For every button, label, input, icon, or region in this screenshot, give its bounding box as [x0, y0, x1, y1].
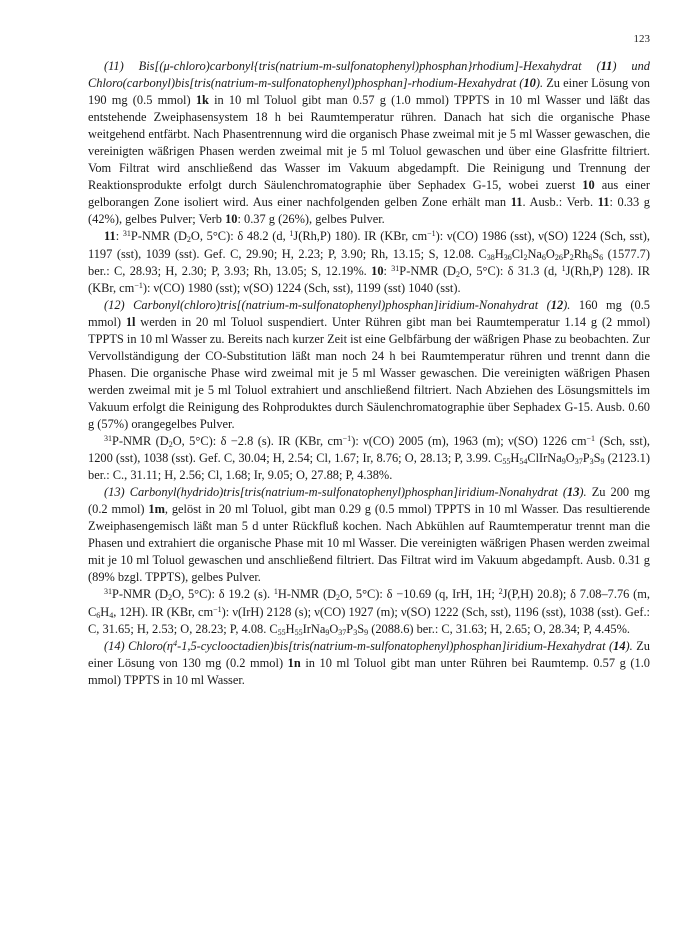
paragraph-13: (13) Carbonyl(hydrido)tris[tris(natrium-m-sulfonatophenyl)phosphan]iridium-Nonahydrat (13). Zu 200 mg (0.2 mmol) 1m, gelöst in 20 ml Toluol, gibt man 0.29 g (0.5 mmol) TPPTS in 10 ml Wasser. Das resultierende Zweiphasengemisch läßt man 5 d unter Rückfluß kochen. Nach Abkühlen auf Raumtemperatur trennt man die Phasen und extrahiert die organische Phase mit 10 ml Wasser. Die vereinigten wäßrigen Phasen werden zweimal mit je 10 ml Toluol gewaschen und anschließend filtriert. Das Filtrat wird im Vakuum abgedampft. Ausb. 0.31 g (89% bzgl. TPPTS), gelbes Pulver. [88, 485, 650, 585]
page-number: 123 [633, 33, 650, 45]
paragraph-12-data: $^{31}$P-NMR ($D_2O$, 5°C): δ −2.8 (s). IR (KBr, $cm^{-1}$): ν(CO) 2005 (m), 1963 (m); ν(SO) 1226 $cm^{-1}$ (Sch, sst), 1200 (sst), 1038 (sst). Gef. C, 30.04; H, 2.54; Cl, 1.67; Ir, 8.76; O, 28.13; P, 3.99. $C_{55}H_{54}ClIrNa_9O_{37}P_3S_9$ (2123.1) ber.: C., 31.11; H, 2.56; Cl, 1.68; Ir, 9.05; O, 27.88; P, 4.38%. [88, 434, 650, 483]
paragraph-12: (12) Carbonyl(chloro)tris[(natrium-m-sulfonatophenyl)phosphan]iridium-Nonahydrat (12). 160 mg (0.5 mmol) 1l werden in 20 ml Toluol suspendiert. Unter Rühren gibt man bei Raumtemperatur 1.14 g (2 mmol) TPPTS in 10 ml Wasser zu. Bereits nach kurzer Zeit ist eine Gelbfärbung der wäßrigen Phase zu beobachten. Zur Vervollständigung der CO-Substitution läßt man noch 24 h bei Raumtemperatur rühren und trennt dann die Phasen. Die organische Phase wird zweimal mit je 5 ml Wasser gewaschen. Die vereinigten wäßrigen Phasen werden zweimal mit je 5 ml Toluol extrahiert und anschließend filtriert. Nach Abziehen des Lösungsmittels im Vakuum erfolgt die Reinigung des Rohproduktes durch Säulenchromatographie über Sephadex G-15. Ausb. 0.60 g (57%) orangegelbes Pulver. [88, 297, 650, 431]
paragraph-14: (14) $Chloro(\eta^4-1,5-cyclooctadien)bis[tris(natrium-m-sulfonatophenyl)phosphan]iridium$-Hexahydrat (14). Zu einer Lösung von 130 mg (0.2 mmol) 1n in 10 ml Toluol gibt man unter Rühren bei Raumtemp. 0.57 g (1.0 mmol) TPPTS in 10 ml Wasser. [88, 638, 650, 687]
paragraph-11-heading: (11) Bis[(μ-chloro)carbonyl{tris(natrium-m-sulfonatophenyl)phosphan}rhodium]-Hexahydrat (11) und Chloro(carbonyl)bis[tris(natrium-m-sulfonatophenyl)phosphan]-rhodium-Hexahydrat (10). [88, 59, 651, 91]
paragraph-11: (11) Bis[(μ-chloro)carbonyl{tris(natrium-m-sulfonatophenyl)phosphan}rhodium]-Hexahydrat (11) und Chloro(carbonyl)bis[tris(natrium-m-sulfonatophenyl)phosphan]-rhodium-Hexahydrat (10). Zu einer Lösung von 190 mg (0.5 mmol) 1k in 10 ml Toluol gibt man 0.57 g (1.0 mmol) TPPTS in 10 ml Wasser und läßt das entstehende Zweiphasensystem 18 h bei Raumtemperatur rühren. Danach hat sich die organische Phase weitgehend entfärbt. Nach Phasentrennung wird die organisch Phase zweimal mit je 5 ml Wasser gewaschen, die vereinigten wäßrigen Phasen werden zweimal mit je 5 ml Toluol gewaschen und über eine Glasfritte filtriert. Vom Filtrat wird anschließend das Wasser im Vakuum abgedampft. Die Reinigung und Trennung der Reaktionsprodukte erfolgt durch Säulenchromatographie über Sephadex G-15, wobei zuerst 10 aus einer gelborangen Zone isoliert wird. Aus einer nachfolgenden gelben Zone erhält man 11. Ausb.: Verb. 11: 0.33 g (42%), gelbes Pulver; Verb 10: 0.37 g (26%), gelbes Pulver. [88, 59, 651, 227]
paragraph-12-heading: (12) Carbonyl(chloro)tris[(natrium-m-sulfonatophenyl)phosphan]iridium-Nonahydrat (12). [104, 297, 571, 312]
paragraph-14-heading: (14) $Chloro(\eta^4-1,5-cyclooctadien)bis[tris(natrium-m-sulfonatophenyl)phosphan]iridium$-Hexahydrat (14). [104, 638, 633, 653]
paragraph-11-data: 11: $^{31}$P-NMR ($D_2O$, 5°C): δ 48.2 (d, $^1$J(Rh,P) 180). IR (KBr, $cm^{-1}$): ν(CO) 1986 (sst), ν(SO) 1224 (Sch, sst), 1197 (sst), 1039 (sst). Gef. C, 29.90; H, 2.23; P, 3.90; Rh, 13.15; S, 12.08. $C_{38}H_{36}Cl_2Na_6O_{26}P_2Rh_6S_6$ (1577.7) ber.: C, 28.93; H, 2.30; P, 3.93; Rh, 13.05; S, 12.19%. 10: $^{31}$P-NMR ($D_2O$, 5°C): δ 31.3 (d, $^1$J(Rh,P) 128). IR (KBr, $cm^{-1}$): ν(CO) 1980 (sst); ν(SO) 1224 (Sch, sst), 1199 (sst) 1040 (sst). [88, 229, 651, 295]
paragraph-13-data: $^{31}$P-NMR ($D_2O$, 5°C): δ 19.2 (s). $^1$H-NMR ($D_2O$, 5°C): δ −10.69 (q, IrH, 1H; $^2$J(P,H) 20.8); δ 7.08–7.76 (m, $C_6H_4$, 12H). IR (KBr, $cm^{-1}$): ν(IrH) 2128 (s); ν(CO) 1927 (m); ν(SO) 1222 (Sch, sst), 1196 (sst), 1038 (sst). Gef.: C, 31.65; H, 2.53; O, 28.23; P, 4.08. $C_{55}H_{55}IrNa_9O_{37}P_3S_9$ (2088.6) ber.: C, 31.63; H, 2.65; O, 28.34; P, 4.45%. [88, 587, 650, 637]
body-text [88, 58, 650, 689]
paragraph-13-heading: (13) Carbonyl(hydrido)tris[tris(natrium-m-sulfonatophenyl)phosphan]iridium-Nonahydrat (13). [104, 485, 587, 500]
